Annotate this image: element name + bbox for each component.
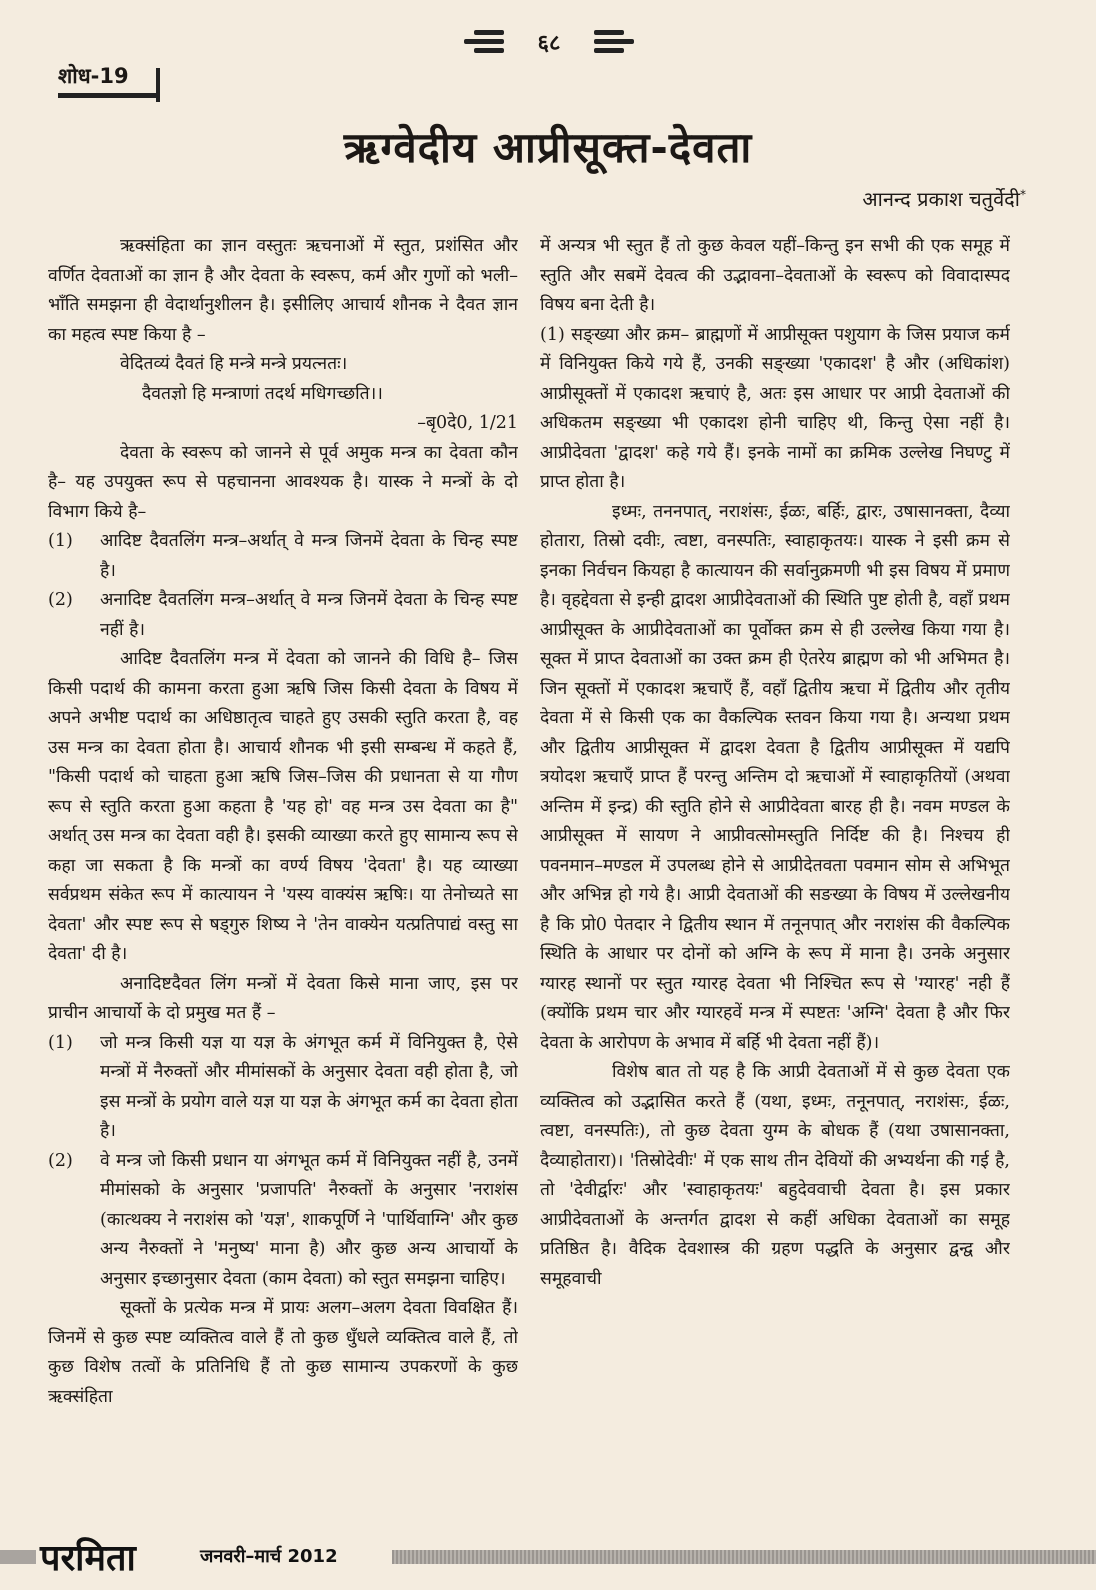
section-tag-rule [156,68,160,102]
page-footer [0,1532,1096,1584]
citation: –बृ0दे0, 1/21 [417,413,518,433]
list-item-number: (2) [48,1150,73,1171]
section-tag [58,62,160,98]
paragraph: विशेष बात तो यह है कि आप्री देवताओं में से कुछ देवता एक व्यक्तित्व को उद्भासित करते हैं (यथा, इध्मः, तनूनपात्, नराशंसः, ईळः, त्वष्टा, वनस्पतिः), तो कुछ देवता युग्म के बोधक हैं (यथा उषासानक्ता, दैव्याहोतारा)। 'तिस्रोदेवीः' में एक साथ तीन देवियों की अभ्यर्थना की गई है, तो 'देवीर्द्वारः' और 'स्वाहाकृतयः' बहुदेववाची देवता है। इस प्रकार आप्रीदेवताओं के अन्तर्गत द्वादश से कहीं अधिका देवताओं का समूह प्रतिष्ठित है। वैदिक देवशास्त्र की ग्रहण पद्धति के अनुसार द्वन्द्व और समूहवाची [540,1062,1010,1289]
list-item-text: वे मन्त्र जो किसी प्रधान या अंगभूत कर्म में विनियुक्त नहीं है, उनमें मीमांसको के अनुसार 'प्रजापति' नैरुक्तों के अनुसार 'नराशंस (कात्थक्य ने नराशंस को 'यज्ञ', शाकपूर्णि ने 'पार्थिवाग्नि' और कुछ अन्य नैरुक्तों ने 'मनुष्य' माना है) और कुछ अन्य आचार्यो के अनुसार इच्छानुसार देवता (काम देवता) को स्तुत समझना चाहिए। [100,1150,518,1289]
page-number: ६८ [537,31,561,56]
list-item [48,586,518,645]
page-number-ornament [464,18,634,66]
paragraph: अनादिष्टदैवत लिंग मन्त्रों में देवता किसे माना जाए, इस पर प्राचीन आचार्यो के दो प्रमुख मत हैं – [48,973,518,1023]
left-column [48,232,518,1517]
list-item-text: आदिष्ट दैवतलिंग मन्त्र–अर्थात् वे मन्त्र जिनमें देवता के चिन्ह स्पष्ट है। [100,531,518,581]
list-item-text: अनादिष्ट दैवतलिंग मन्त्र–अर्थात् वे मन्त्र जिनमें देवता के चिन्ह स्पष्ट नहीं है। [100,590,518,640]
author-footnote-mark: * [1020,187,1026,202]
author-line [862,185,1026,212]
list-item-number: (2) [48,590,73,610]
section-tag-label: शोध-19 [58,64,129,88]
paragraph: इध्मः, तननपात्, नराशंसः, ईळः, बर्हिः, द्वारः, उषासानक्ता, दैव्या होतारा, तिस्रो दवीः, त्वष्टा, वनस्पतिः, स्वाहाकृतयः। यास्क ने इसी क्रम से इनका निर्वचन कियहा है कात्यायन की सर्वानुक्रमणी भी इस विषय में प्रमाण है। वृहद्देवता से इन्ही द्वादश आप्रीदेवताओं की स्थिति पुष्ट होती है, वहाँ प्रथम आप्रीसूक्त के आप्रीदेवताओं का पूर्वोक्त क्रम से ही उल्लेख किया गया है। सूक्त में प्राप्त देवताओं का उक्त क्रम ही ऐतरेय ब्राह्मण को भी अभिमत है। जिन सूक्तों में एकादश ऋचाएँ हैं, वहाँ द्वितीय ऋचा में द्वितीय और तृतीय देवता में से किसी एक का वैकल्पिक स्तवन किया गया है। अन्यथा प्रथम और द्वितीय आप्रीसूक्त में द्वादश देवता है द्वितीय आप्रीसूक्त में यद्यपि त्रयोदश ऋचाएँ प्राप्त हैं परन्तु अन्तिम दो ऋचाओं में स्वाहाकृतियों (अथवा अन्तिम में इन्द्र) की स्तुति होने से आप्रीदेवता बारह ही है। नवम मण्डल के आप्रीसूक्त में सायण ने आप्रीवत्सोमस्तुति निर्दिष्ट की है। निश्चय ही पवनमान–मण्डल में उपलब्ध होने से आप्रीदेतवता पवमान सोम से अभिभूत और अभिन्न हो गये है। आप्री देवताओं की सङख्या के विषय में उल्लेखनीय है कि प्रो0 पेतदार ने द्वितीय स्थान में तनूनपात् और नराशंस की वैकल्पिक स्थिति के आधार पर दोनों को अग्नि के रूप में माना है। उनके अनुसार ग्यारह स्थानों पर स्तुत ग्यारह देवता भी निश्चित रूप से 'ग्यारह' नही हैं (क्योंकि प्रथम चार और ग्यारहवें मन्त्र में स्पष्टतः 'अग्नि' देवता है और फिर देवता के आरोपण के अभाव में बर्हि भी देवता नहीं हैं)। [540,501,1010,1053]
list-item [48,1029,518,1147]
verse-line: वेदितव्यं दैवतं हि मन्त्रे मन्त्रे प्रयत्नतः। [120,354,348,374]
paragraph: (1) सङ्ख्या और क्रम– ब्राह्मणों में आप्रीसूक्त पशुयाग के जिस प्रयाज कर्म में विनियुक्त किये गये हैं, उनकी सङ्ख्या 'एकादश' है और (अधिकांश) आप्रीसूक्तों में एकादश ऋचाएं है, अतः इस आधार पर आप्री देवताओं की अधिकतम सङ्ख्या भी एकादश होनी चाहिए थी, किन्तु ऐसा नहीं है। आप्रीदेवता 'द्वादश' कहे गये हैं। इनके नामों का क्रमिक उल्लेख निघण्टु में प्राप्त होता है। [540,324,1010,492]
list-item-number: (1) [48,531,73,551]
paragraph: में अन्यत्र भी स्तुत हैं तो कुछ केवल यहीं–किन्तु इन सभी की एक समूह में स्तुति और सबमें देवत्व की उद्भावना–देवताओं के स्वरूप को विवादास्पद विषय बना देती है। [540,236,1010,315]
ornament-bars-right [594,26,634,60]
ornament-bars-left [464,26,504,60]
footer-strip-left [0,1550,36,1564]
author-name: आनन्द प्रकाश चतुर्वेदी [862,187,1020,211]
footer-strip [392,1550,1096,1564]
list-item-text: जो मन्त्र किसी यज्ञ या यज्ञ के अंगभूत कर्म में विनियुक्त है, ऐसे मन्त्रों में नैरुक्तों और मीमांसकों के अनुसार देवता वही होता है, जो इस मन्त्रों के प्रयोग वाले यज्ञ या यज्ञ के अंगभूत कर्म का देवता होता है। [100,1032,518,1141]
right-column [540,232,1010,1517]
list-item [48,527,518,586]
list-item-number: (1) [48,1032,73,1053]
paragraph: सूक्तों के प्रत्येक मन्त्र में प्रायः अलग–अलग देवता विवक्षित हैं। जिनमें से कुछ स्पष्ट व्यक्तित्व वाले हैं तो कुछ धुँधले व्यक्तित्व वाले हैं, तो कुछ विशेष तत्वों के प्रतिनिधि हैं तो कुछ सामान्य उपकरणों के कुछ ऋक्संहिता [48,1298,518,1407]
paragraph: आदिष्ट दैवतलिंग मन्त्र में देवता को जानने की विधि है– जिस किसी पदार्थ की कामना करता हुआ ऋषि जिस किसी देवता के विषय में अपने अभीष्ट पदार्थ का अधिष्ठातृत्व चाहते हुए उसकी स्तुति करता है, वह उस मन्त्र का देवता होता है। आचार्य शौनक भी इसी सम्बन्ध में कहते हैं, "किसी पदार्थ को चाहता हुआ ऋषि जिस–जिस की प्रधानता से या गौण रूप से स्तुति करता हुआ कहता है 'यह हो' वह मन्त्र उस देवता का है" अर्थात् उस मन्त्र का देवता वही है। इसकी व्याख्या करते हुए सामान्य रूप से कहा जा सकता है कि मन्त्रों का वर्ण्य विषय 'देवता' है। यह व्याख्या सर्वप्रथम संकेत रूप में कात्यायन ने 'यस्य वाक्यंस ऋषिः। या तेनोच्यते सा देवता' और स्पष्ट रूप से षड्गुरु शिष्य ने 'तेन वाक्येन यत्प्रतिपाद्यं वस्तु सा देवता' दी है। [48,649,518,964]
journal-logo: परमिता [40,1538,136,1579]
issue-date: जनवरी–मार्च 2012 [200,1546,338,1567]
list-item [48,1147,518,1295]
paragraph: देवता के स्वरूप को जानने से पूर्व अमुक मन्त्र का देवता कौन है– यह उपयुक्त रूप से पहचानना आवश्यक है। यास्क ने मन्त्रों के दो विभाग किये है– [48,442,518,522]
article-title: ऋग्वेदीय आप्रीसूक्त-देवता [343,123,753,172]
verse-line: दैवतज्ञो हि मन्त्राणां तदर्थ मधिगच्छति।। [142,383,383,404]
paragraph: ऋक्संहिता का ज्ञान वस्तुतः ऋचनाओं में स्तुत, प्रशंसित और वर्णित देवताओं का ज्ञान है और देवता के स्वरूप, कर्म और गुणों को भली–भाँति समझना ही वेदार्थानुशीलन है। इसीलिए आचार्य शौनक ने दैवत ज्ञान का महत्व स्पष्ट किया है – [48,236,518,345]
